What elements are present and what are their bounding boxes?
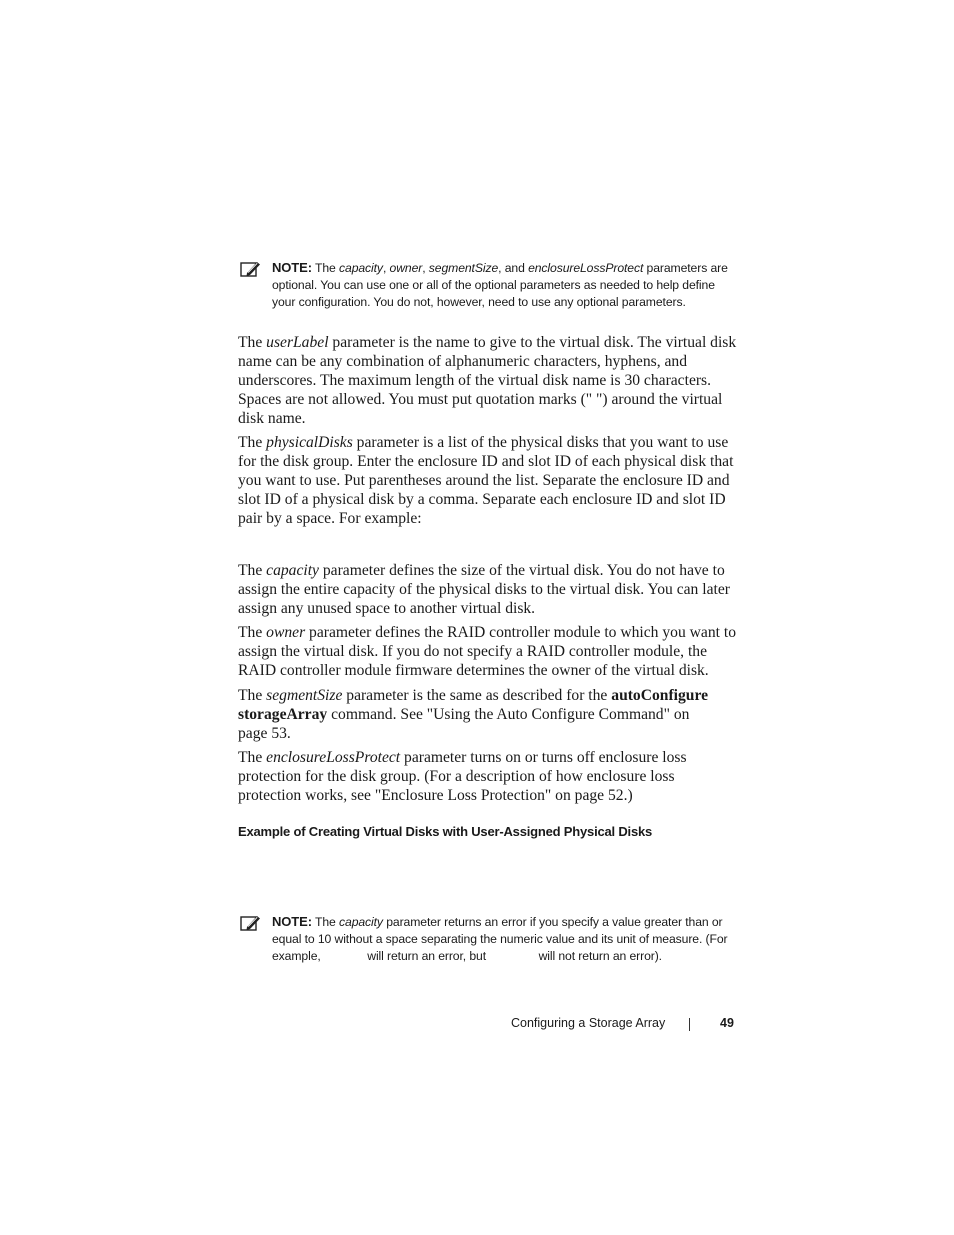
paragraph-text: The (238, 749, 267, 766)
paragraph-text: The (238, 562, 267, 579)
param-enclosure-loss-protect: enclosureLossProtect (528, 261, 644, 275)
paragraph-text: The (238, 624, 267, 641)
note-callout (238, 259, 738, 311)
param-capacity: capacity (266, 562, 319, 579)
segmentsize-paragraph (238, 686, 738, 743)
param-physical-disks: physicalDisks (266, 434, 353, 451)
paragraph-text: parameter defines the RAID controller module to which you want to assign the virtual disk. If you do not specify a RAID controller module, the RAID controller module firmware determines the owner of the virtual disk. (238, 624, 737, 679)
param-enclosure-loss-protect: enclosureLossProtect (266, 749, 401, 766)
section-heading: Example of Creating Virtual Disks with User-Assigned Physical Disks (238, 824, 653, 839)
note-text (272, 913, 738, 965)
note-text-part: parameters are optional. You can use one or all of the optional parameters as needed to help define your configuration. You do not, however, need to use any optional parameters. (272, 261, 728, 309)
footer-section-title: Configuring a Storage Array (511, 1016, 666, 1030)
note-text-part: , (422, 261, 429, 275)
param-user-label: userLabel (266, 334, 329, 351)
physicaldisks-paragraph (238, 433, 738, 528)
param-owner: owner (389, 261, 423, 275)
pencil-note-icon (240, 260, 262, 278)
paragraph-text: parameter turns on or turns off enclosure loss protection for the disk group. (For a description of how enclosure loss protection works, see "Enclosure Loss Protection" on page 52.) (238, 749, 687, 804)
note-text-part: will not return an error). (535, 949, 662, 963)
note-text-part: will return an error, but (363, 949, 490, 963)
param-segment-size: segmentSize (266, 687, 343, 704)
paragraph-text: The (238, 334, 267, 351)
paragraph-text: parameter is the same as described for the (342, 687, 612, 704)
command-auto-configure: autoConfigure (611, 687, 709, 704)
note-text-part: , (382, 261, 390, 275)
note-callout (238, 913, 738, 965)
note-text-part: The (311, 915, 340, 929)
note-text-part: , and (498, 261, 529, 275)
command-storage-array: storageArray (238, 706, 328, 723)
paragraph-text: parameter defines the size of the virtual disk. You do not have to assign the entire capacity of the physical disks to the virtual disk. You can later assign any unused space to another virtual disk. (238, 562, 730, 617)
param-capacity: capacity (339, 915, 383, 929)
paragraph-text: The (238, 687, 267, 704)
param-segment-size: segmentSize (428, 261, 499, 275)
note-label: NOTE: (272, 914, 312, 929)
note-label: NOTE: (272, 260, 312, 275)
paragraph-text: The (238, 434, 267, 451)
page-reference[interactable]: page 53. (238, 725, 291, 742)
enclosure-loss-paragraph (238, 748, 738, 805)
page-number: 49 (720, 1016, 734, 1030)
pencil-note-icon (240, 914, 262, 932)
note-text-part: The (311, 261, 340, 275)
note-text (272, 259, 738, 311)
capacity-paragraph (238, 561, 738, 618)
param-capacity: capacity (339, 261, 383, 275)
owner-paragraph (238, 623, 738, 680)
userlabel-paragraph (238, 333, 738, 428)
paragraph-text: parameter is a list of the physical disks that you want to use for the disk group. Enter the enclosure ID and slot ID of each physical disk that you want to use. Put parentheses around the list. Separate the enclosure ID and slot ID of a physical disk by a comma. Separate each enclosure ID and slot ID pair by a space. For example: (238, 434, 734, 527)
note-text-part: parameter returns an error if you specify a value greater than or equal to 10 without a space separating the numeric value and its unit of measure. (For example, (272, 915, 728, 963)
paragraph-text: parameter is the name to give to the virtual disk. The virtual disk name can be any combination of alphanumeric characters, hyphens, and underscores. The maximum length of the virtual disk name is 30 characters. Spaces are not allowed. You must put quotation marks (" ") around the virtual disk name. (238, 334, 737, 427)
paragraph-text: command. See "Using the Auto Configure Command" on (327, 706, 690, 723)
footer-divider (689, 1018, 690, 1031)
param-owner: owner (266, 624, 306, 641)
